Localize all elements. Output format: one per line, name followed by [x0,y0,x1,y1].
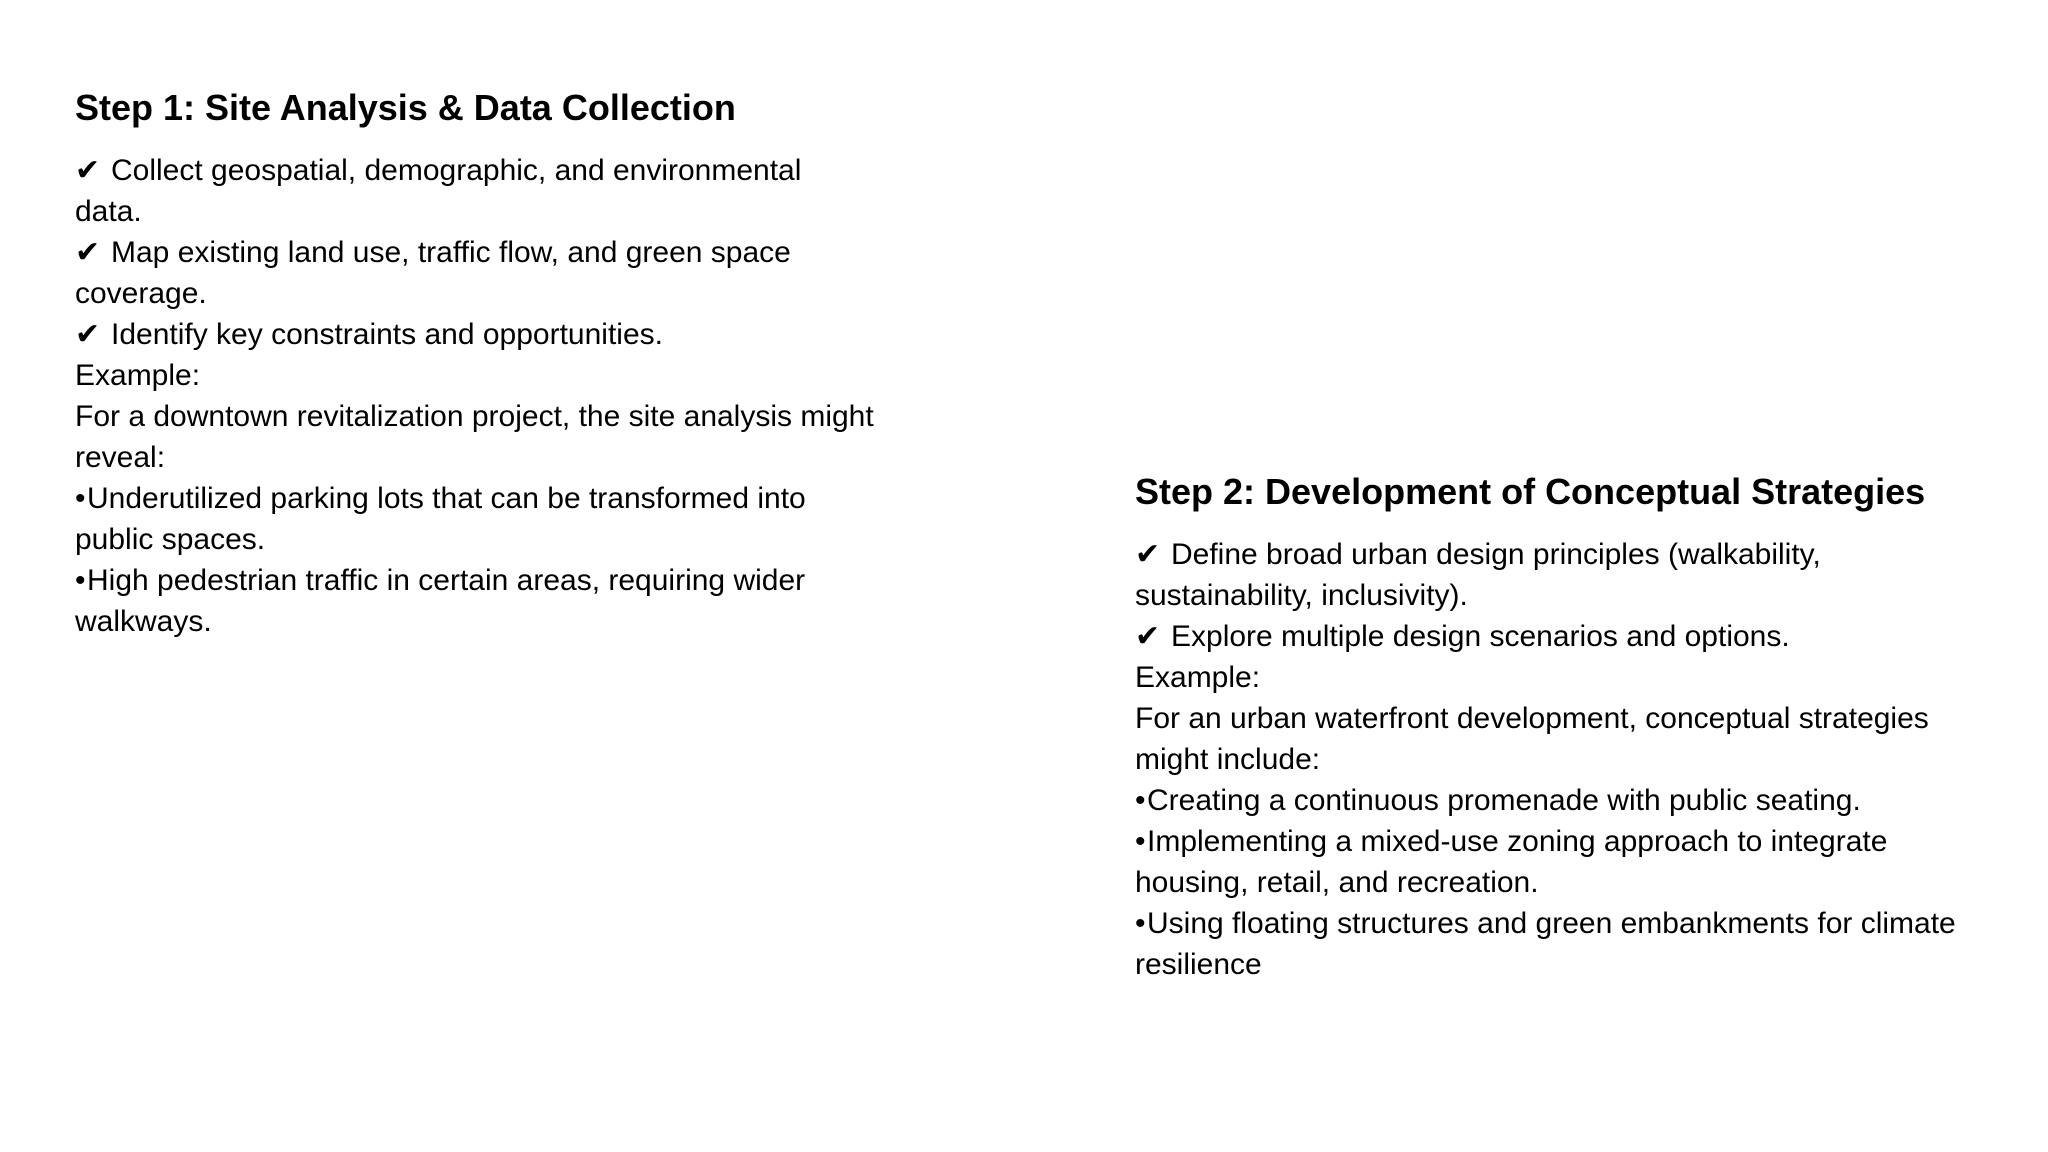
step1-example-label: Example: [75,359,201,392]
step2-title: Step 2: Development of Conceptual Strategies [1135,471,1926,512]
checkmark-icon: ✔ [75,154,101,187]
checkmark-icon: ✔ [75,318,101,351]
bullet-icon: • [75,564,86,597]
step2-check-item [1135,534,1995,616]
step2-bullet-item [1135,903,1995,985]
checkmark-icon: ✔ [75,236,101,269]
step2-example-label: Example: [1135,661,1261,694]
step1-check-text: Identify key constraints and opportunities. [111,318,663,351]
step1-bullet-text: High pedestrian traffic in certain areas, requiring wider walkways. [75,564,806,638]
bullet-icon: • [1135,784,1146,817]
step2-bullet-text: Creating a continuous promenade with public seating. [1147,784,1861,817]
step1-check-text: Collect geospatial, demographic, and environmental data. [75,154,802,228]
step2-check-text: Explore multiple design scenarios and options. [1171,620,1790,653]
step2-bullet-item [1135,821,1995,903]
bullet-icon: • [1135,907,1146,940]
step2-section [1135,468,1995,985]
step2-example-intro: For an urban waterfront development, conceptual strategies might include: [1135,702,1929,776]
step2-body [1135,534,1995,985]
step2-check-item [1135,616,1995,657]
step2-bullet-item [1135,780,1995,821]
checkmark-icon: ✔ [1135,620,1161,653]
step1-example-intro: For a downtown revitalization project, the site analysis might reveal: [75,400,874,474]
step1-body [75,150,875,642]
checkmark-icon: ✔ [1135,538,1161,571]
step1-title: Step 1: Site Analysis & Data Collection [75,87,736,128]
step1-check-item [75,232,875,314]
bullet-icon: • [1135,825,1146,858]
step1-check-item [75,150,875,232]
step2-bullet-text: Implementing a mixed-use zoning approach to integrate housing, retail, and recreation. [1135,825,1888,899]
step1-section [75,84,875,642]
step2-check-text: Define broad urban design principles (walkability, sustainability, inclusivity). [1135,538,1821,612]
step1-bullet-item [75,478,875,560]
step1-check-text: Map existing land use, traffic flow, and green space coverage. [75,236,791,310]
step1-bullet-item [75,560,875,642]
step2-bullet-text: Using floating structures and green embankments for climate resilience [1135,907,1956,981]
bullet-icon: • [75,482,86,515]
step1-bullet-text: Underutilized parking lots that can be transformed into public spaces. [75,482,806,556]
step1-check-item [75,314,875,355]
